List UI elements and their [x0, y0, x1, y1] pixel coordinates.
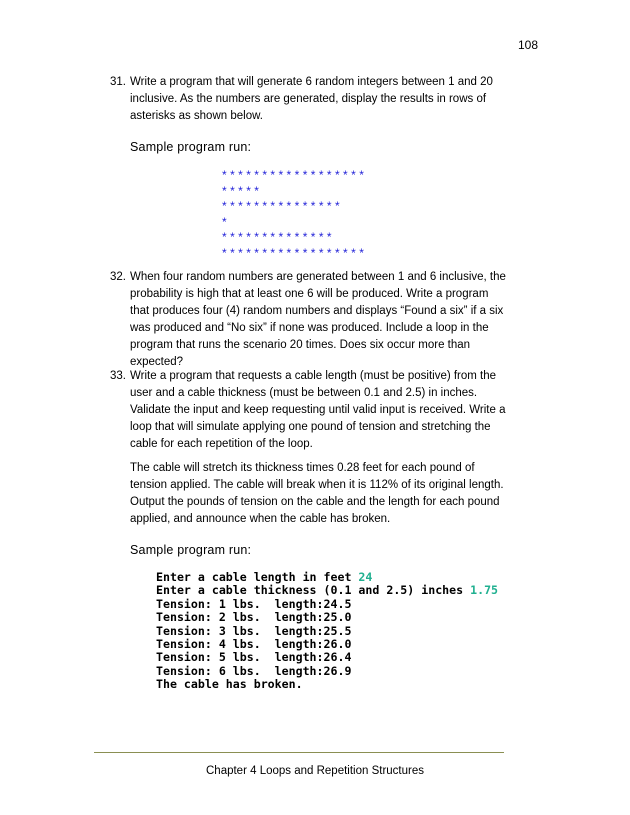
console-line: Tension: 5 lbs. length:26.4 — [156, 650, 352, 665]
problem-number: 33. — [110, 370, 126, 382]
console-line — [156, 571, 510, 584]
sample-run-label: Sample program run: — [130, 140, 252, 154]
console-output — [156, 571, 510, 692]
page-number: 108 — [517, 38, 538, 52]
asterisk-row: ***** — [222, 183, 263, 198]
console-line: Tension: 4 lbs. length:26.0 — [156, 636, 352, 651]
console-user-input: 24 — [358, 570, 373, 584]
problem-31 — [110, 74, 510, 261]
console-line: The cable has broken. — [156, 677, 303, 692]
console-line: Tension: 1 lbs. length:24.5 — [156, 596, 352, 611]
problem-text: Write a program that will generate 6 random integers between 1 and 20 inclusive. As the numbers are generated, display the results in rows of asterisks as shown below. — [130, 76, 493, 122]
asterisk-row: ****************** — [222, 168, 368, 182]
asterisk-row: ************** — [222, 230, 335, 244]
problem-33 — [110, 368, 510, 692]
problem-number: 31. — [110, 76, 126, 88]
asterisk-row: ****************** — [222, 245, 368, 260]
problem-number: 32. — [110, 271, 126, 283]
problem-text: Write a program that requests a cable length (must be positive) from the user and a cable thickness (must be between 0.1 and 2.5) in inches. Validate the input and keep requesting until valid input is received. Write a loop that will simulate applying one pound of tension and stretching the cable for each repetition of the loop. — [130, 370, 506, 450]
console-line: Tension: 2 lbs. length:25.0 — [156, 610, 352, 625]
asterisk-output — [222, 168, 510, 261]
asterisk-row: * — [222, 214, 231, 229]
problem-text: When four random numbers are generated between 1 and 6 inclusive, the probability is high that at least one 6 will be produced. Write a program that produces four (4) random numbers and displays “Found a six” if a six was produced and “No six” if none was produced. Include a loop in the program that runs the scenario 20 times. Does six occur more than expected? — [130, 271, 506, 368]
footer-divider — [94, 752, 504, 753]
problem-32 — [110, 269, 510, 378]
sample-run-label: Sample program run: — [130, 543, 252, 557]
asterisk-row: *************** — [222, 199, 344, 213]
console-line — [156, 584, 510, 597]
console-prompt: Enter a cable length in feet — [156, 570, 359, 584]
console-line: Tension: 6 lbs. length:26.9 — [156, 663, 352, 678]
console-user-input: 1.75 — [470, 583, 499, 598]
console-prompt: Enter a cable thickness (0.1 and 2.5) inches — [156, 583, 471, 598]
console-line: Tension: 3 lbs. length:25.5 — [156, 623, 352, 638]
problem-text: The cable will stretch its thickness times 0.28 feet for each pound of tension applied. The cable will break when it is 112% of its original length. Output the pounds of tension on the cable and the length for each pound applied, and announce when the cable has broken. — [130, 462, 504, 525]
footer-chapter-title: Chapter 4 Loops and Repetition Structures — [206, 765, 424, 777]
